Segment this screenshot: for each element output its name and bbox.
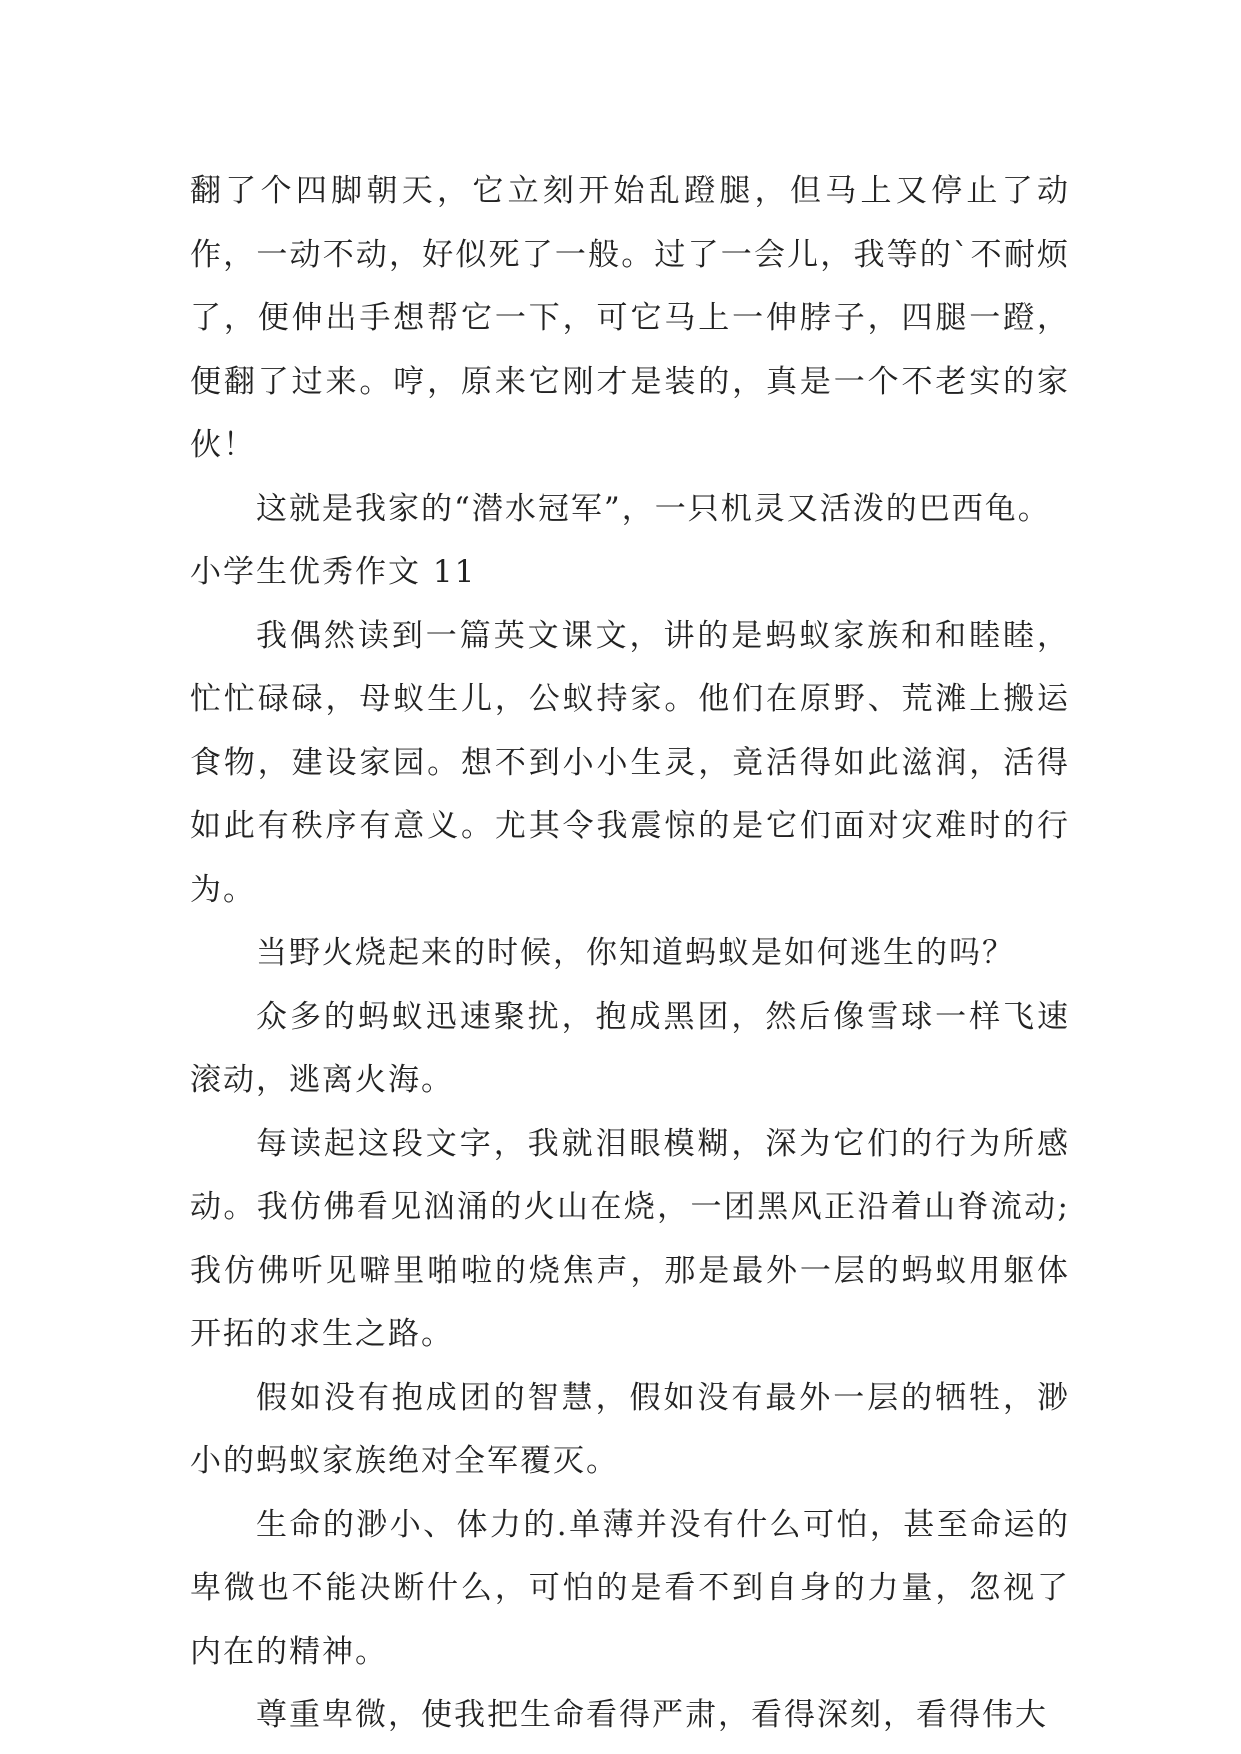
- paragraph: 假如没有抱成团的智慧，假如没有最外一层的牺牲，渺小的蚂蚁家族绝对全军覆灭。: [190, 1379, 1070, 1479]
- paragraph: 翻了个四脚朝天，它立刻开始乱蹬腿，但马上又停止了动作，一动不动，好似死了一般。过了一会儿，我等的`不耐烦了，便伸出手想帮它一下，可它马上一伸脖子，四腿一蹬，便翻了过来。哼，原来它刚才是装的，真是一个不老实的家伙！: [190, 173, 1070, 463]
- essay-heading: 小学生优秀作文 11: [190, 554, 477, 590]
- paragraph: 众多的蚂蚁迅速聚扰，抱成黑团，然后像雪球一样飞速滚动，逃离火海。: [190, 998, 1070, 1098]
- paragraph: 当野火烧起来的时候，你知道蚂蚁是如何逃生的吗？: [256, 935, 1015, 971]
- paragraph: 这就是我家的“潜水冠军”，一只机灵又活泼的巴西龟。: [256, 490, 1051, 527]
- document-body: [190, 160, 1070, 1748]
- paragraph: 尊重卑微，使我把生命看得严肃，看得深刻，看得伟大: [256, 1697, 1048, 1733]
- paragraph: 每读起这段文字，我就泪眼模糊，深为它们的行为所感动。我仿佛看见汹涌的火山在烧，一团黑风正沿着山脊流动;我仿佛听见噼里啪啦的烧焦声，那是最外一层的蚂蚁用躯体开拓的求生之路。: [190, 1125, 1070, 1352]
- paragraph: 生命的渺小、体力的.单薄并没有什么可怕，甚至命运的卑微也不能决断什么，可怕的是看不到自身的力量，忽视了内在的精神。: [190, 1506, 1070, 1670]
- paragraph: 我偶然读到一篇英文课文，讲的是蚂蚁家族和和睦睦，忙忙碌碌，母蚁生儿，公蚁持家。他们在原野、荒滩上搬运食物，建设家园。想不到小小生灵，竟活得如此滋润，活得如此有秩序有意义。尤其令我震惊的是它们面对灾难时的行为。: [190, 617, 1070, 908]
